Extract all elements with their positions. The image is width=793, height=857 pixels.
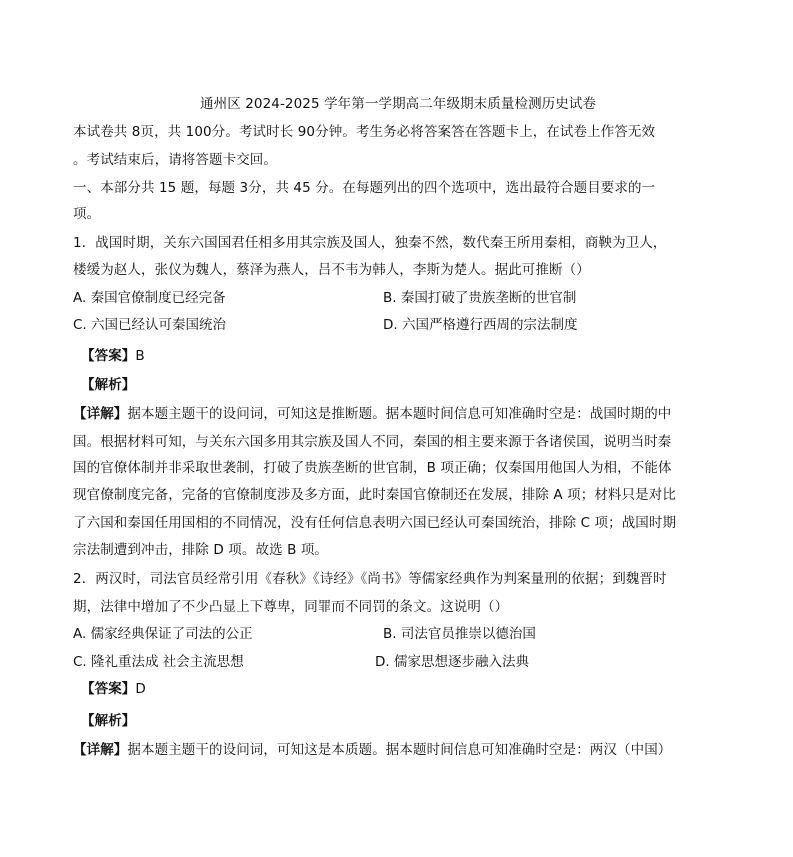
q1-answer-value: B (135, 348, 145, 364)
q2-option-a: A. 儒家经典保证了司法的公正 (73, 626, 253, 642)
q1-stem-line-2: 楼缓为赵人，张仪为魏人，蔡泽为燕人，吕不韦为韩人，李斯为楚人。据此可推断（） (73, 262, 590, 278)
q1-detail-tag: 【详解】 (73, 406, 128, 422)
q1-detail-line-3: 国的官僚体制并非采取世袭制，打破了贵族垄断的世官制，B 项正确；仅秦国用他国人为相，不能体 (73, 460, 672, 476)
q1-detail-line-1 (73, 405, 671, 423)
q1-option-b: B. 秦国打破了贵族垄断的世官制 (383, 290, 577, 306)
intro-line-1: 本试卷共 8页，共 100分。考试时长 90分钟。考生务必将答案答在答题卡上，在试卷上作答无效 (73, 124, 656, 140)
q2-answer (81, 680, 146, 698)
q1-option-c: C. 六国已经认可秦国统治 (73, 317, 227, 333)
q2-analysis-tag: 【解析】 (81, 713, 136, 729)
q1-detail-line-6: 宗法制遭到冲击，排除 D 项。故选 B 项。 (73, 542, 329, 558)
q2-option-d: D. 儒家思想逐步融入法典 (375, 654, 529, 670)
q2-detail-tag: 【详解】 (73, 742, 128, 758)
page-title: 通州区 2024-2025 学年第一学期高二年级期末质量检测历史试卷 (200, 96, 597, 112)
q1-detail-line-2: 国。根据材料可知，与关东六国多用其宗族及国人不同，秦国的相主要来源于各诸侯国，说明当时秦 (73, 434, 672, 450)
q1-detail-text-1: 据本题主题干的设问词，可知这是推断题。据本题时间信息可知准确时空是：战国时期的中 (127, 406, 672, 422)
q2-answer-tag: 【答案】 (81, 681, 136, 697)
q1-answer-tag: 【答案】 (81, 348, 136, 364)
section-heading-line-2: 项。 (73, 206, 101, 222)
q2-option-b: B. 司法官员推崇以德治国 (383, 626, 536, 642)
q1-detail-line-4: 现官僚制度完备，完备的官僚制度涉及多方面，此时秦国官僚制还在发展，排除 A 项；材料只是对比 (73, 487, 676, 503)
q2-option-c: C. 隆礼重法成 社会主流思想 (73, 654, 244, 670)
q2-stem-line-1: 2．两汉时，司法官员经常引用《春秋》《诗经》《尚书》等儒家经典作为判案量刑的依据；到魏晋时 (73, 571, 667, 587)
q1-answer (81, 347, 145, 365)
q2-detail-line-1 (73, 741, 671, 759)
q2-detail-text-1: 据本题主题干的设问词，可知这是本质题。据本题时间信息可知准确时空是：两汉（中国） (127, 742, 672, 758)
q1-analysis-tag: 【解析】 (81, 377, 136, 393)
q1-detail-line-5: 了六国和秦国任用国相的不同情况，没有任何信息表明六国已经认可秦国统治，排除 C 项；战国时期 (73, 515, 677, 531)
q1-stem-line-1: 1．战国时期，关东六国国君任相多用其宗族及国人，独秦不然，数代秦王所用秦相，商鞅为卫人， (73, 235, 667, 251)
q1-option-a: A. 秦国官僚制度已经完备 (73, 290, 226, 306)
q1-option-d: D. 六国严格遵行西周的宗法制度 (383, 317, 578, 333)
q2-answer-value: D (135, 681, 146, 697)
section-heading-line-1: 一、本部分共 15 题，每题 3分，共 45 分。在每题列出的四个选项中，选出最符合题目要求的一 (73, 180, 656, 196)
q2-stem-line-2: 期，法律中增加了不少凸显上下尊卑，同罪而不同罚的条文。这说明（） (73, 599, 509, 615)
intro-line-2: 。考试结束后，请将答题卡交回。 (73, 152, 277, 168)
